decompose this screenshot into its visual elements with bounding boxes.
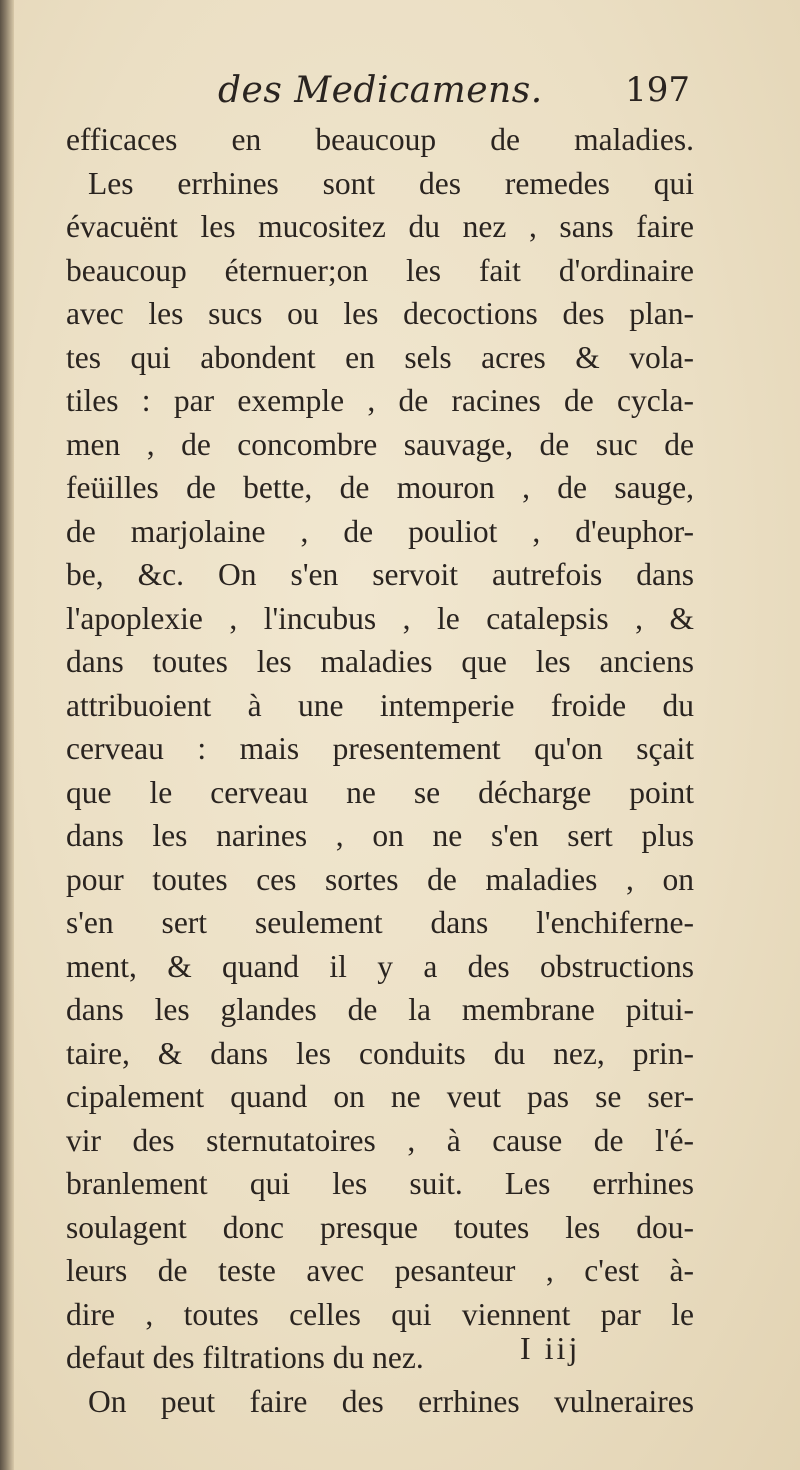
text-line: tes qui abondent en sels acres & vola- — [66, 339, 694, 375]
text-line: de marjolaine , de pouliot , d'euphor- — [66, 513, 694, 549]
text-line: feüilles de bette, de mouron , de sauge, — [66, 470, 694, 505]
text-line: avec les sucs ou les decoctions des plan- — [66, 296, 694, 331]
body-text — [66, 118, 694, 1423]
text-line: men , de concombre sauvage, de suc de — [66, 426, 694, 462]
page-binding-edge — [0, 0, 14, 1470]
text-line: dire , toutes celles qui viennent par le — [66, 1296, 694, 1332]
text-line: dans les glandes de la membrane pitui- — [66, 992, 694, 1027]
text-line: On peut faire des errhines vulneraires — [88, 1383, 694, 1419]
text-line: soulagent donc presque toutes les dou- — [66, 1209, 694, 1245]
page-header — [70, 70, 690, 120]
text-line: ment, & quand il y a des obstructions — [66, 948, 694, 984]
text-line: l'apoplexie , l'incubus , le catalepsis , & — [66, 600, 694, 636]
text-line: vir des sternutatoires , à cause de l'é- — [66, 1122, 694, 1158]
text-line: be, &c. On s'en servoit autrefois dans — [66, 557, 694, 592]
text-line: taire, & dans les conduits du nez, prin- — [66, 1035, 694, 1071]
running-head: des Medicamens. — [218, 70, 543, 111]
text-line: branlement qui les suit. Les errhines — [66, 1166, 694, 1201]
text-line: attribuoient à une intemperie froide du — [66, 687, 694, 723]
text-line: cipalement quand on ne veut pas se ser- — [66, 1079, 694, 1114]
text-line: s'en sert seulement dans l'enchiferne- — [66, 905, 694, 940]
text-line: dans les narines , on ne s'en sert plus — [66, 818, 694, 853]
text-line: Les errhines sont des remedes qui — [88, 165, 694, 201]
text-line: pour toutes ces sortes de maladies , on — [66, 861, 694, 897]
text-line: cerveau : mais presentement qu'on sçait — [66, 731, 694, 766]
text-line: leurs de teste avec pesanteur , c'est à- — [66, 1253, 694, 1288]
signature-mark: I iij — [520, 1330, 581, 1366]
page-number: 197 — [625, 70, 690, 110]
text-line: dans toutes les maladies que les anciens — [66, 644, 694, 679]
text-line: évacuënt les mucositez du nez , sans faire — [66, 209, 694, 244]
text-line: beaucoup éternuer;on les fait d'ordinaire — [66, 252, 694, 288]
text-line: tiles : par exemple , de racines de cycla- — [66, 383, 694, 418]
text-line: que le cerveau ne se décharge point — [66, 774, 694, 810]
text-line: defaut des filtrations du nez. — [66, 1340, 424, 1375]
text-line: efficaces en beaucoup de maladies. — [66, 122, 694, 157]
